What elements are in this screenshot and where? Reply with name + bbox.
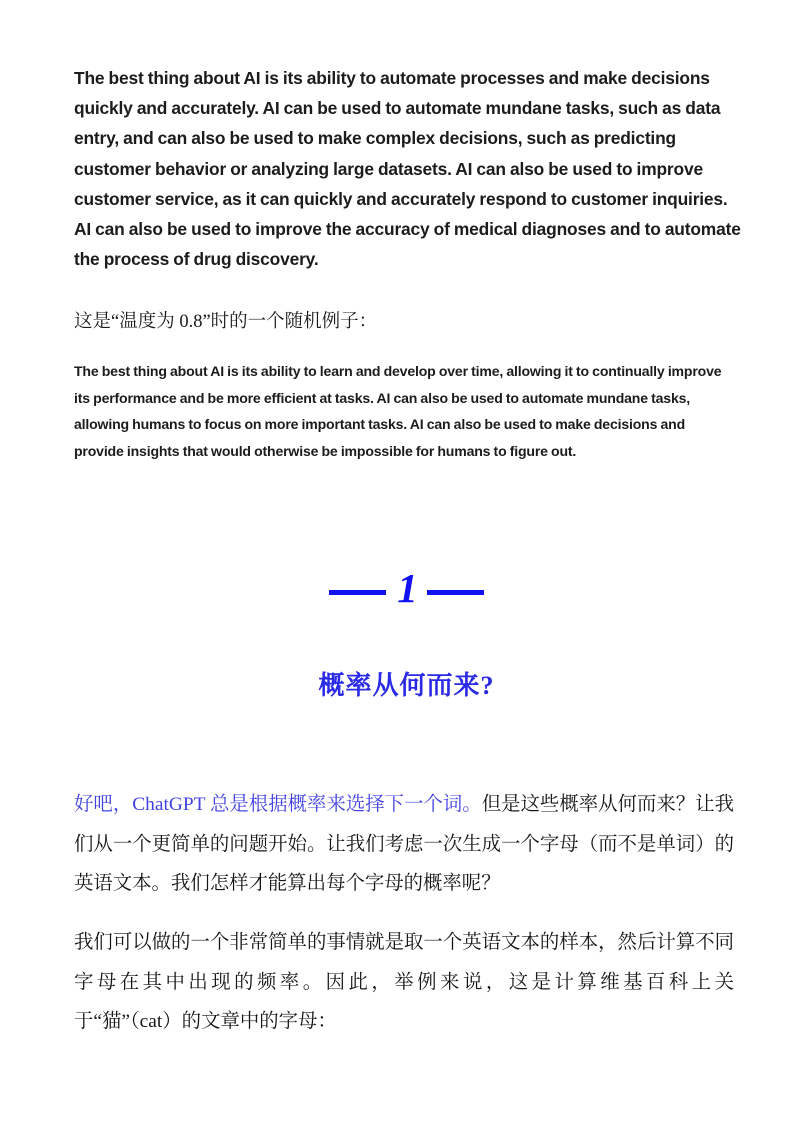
body-paragraph-2: 我们可以做的一个非常简单的事情就是取一个英语文本的样本，然后计算不同字母在其中出现的频率。因此，举例来说，这是计算维基百科上关于“猫”（cat）的文章中的字母： xyxy=(74,932,734,1033)
chapter-rule-right-icon xyxy=(427,590,484,595)
body-paragraph-1-highlight: 好吧，ChatGPT 总是根据概率来选择下一个词。 xyxy=(74,794,482,816)
chapter-number-block xyxy=(74,565,739,613)
body-paragraph-1-rest: 但是这些概率从何而来？让我们从一个更简单的问题开始。让我们考虑一次生成一个字母（而不是单词）的英语文本。我们怎样才能算出每个字母的概率呢？ xyxy=(74,794,734,895)
page-content xyxy=(74,0,739,1061)
temperature-lead-in-text: 这是“温度为 0.8”时的一个随机例子： xyxy=(74,312,378,333)
body-paragraph-1 xyxy=(74,785,734,904)
ai-quote-temperature-zero: The best thing about AI is its ability to automate processes and make decisions quickly and accurately. AI can be used to automate mundane tasks, such as data entry, and can also be used to make complex decisions, such as predicting customer behavior or analyzing large datasets. AI can also be used to improve customer service, as it can quickly and accurately respond to customer inquiries. AI can also be used to improve the accuracy of medical diagnoses and to automate the process of drug discovery. xyxy=(74,68,741,270)
ai-quote-temperature-eight: The best thing about AI is its ability to learn and develop over time, allowing it to continually improve its performance and be more efficient at tasks. AI can also be used to automate mundane tasks, allowing humans to focus on more important tasks. AI can also be used to make decisions and provide insights that would otherwise be impossible for humans to figure out. xyxy=(74,363,722,459)
chapter-rule-left-icon xyxy=(329,590,386,595)
chapter-title: 概率从何而来? xyxy=(318,671,495,701)
chapter-number: 1 xyxy=(397,565,418,612)
